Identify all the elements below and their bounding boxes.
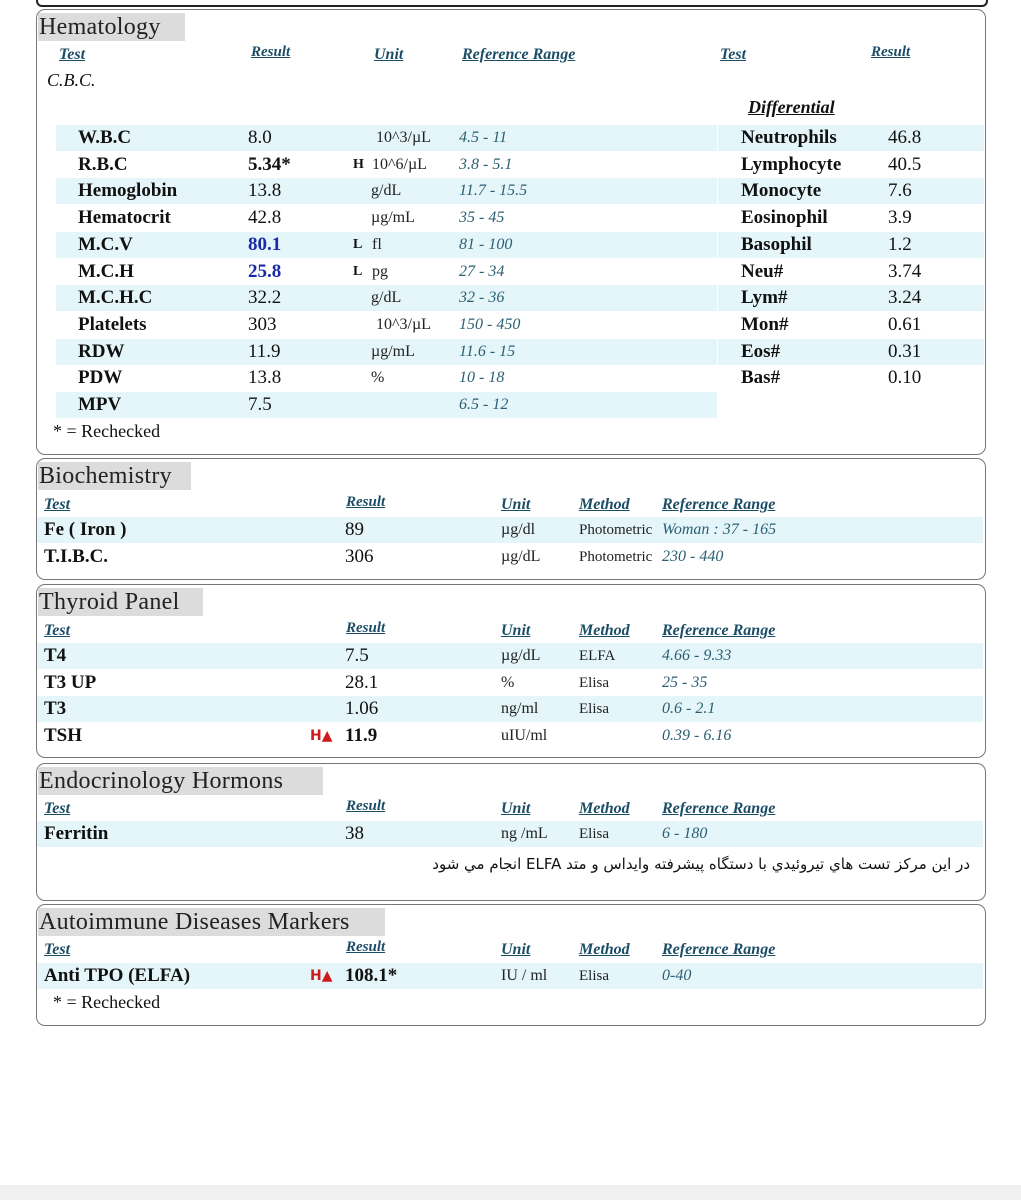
reference-range: 230 - 440 xyxy=(662,547,724,565)
table-row xyxy=(56,205,717,231)
reference-range: 150 - 450 xyxy=(459,315,521,333)
endocrinology-panel xyxy=(36,763,986,901)
reference-range: 11.6 - 15 xyxy=(459,342,516,360)
test-unit: 10^3/µL xyxy=(376,315,431,333)
cbc-group-label: C.B.C. xyxy=(47,70,96,90)
header-test: Test xyxy=(44,496,71,513)
rechecked-note: * = Rechecked xyxy=(53,992,161,1012)
section-title: Hematology xyxy=(38,13,185,41)
header-unit: Unit xyxy=(501,622,531,639)
table-row xyxy=(56,285,717,311)
thyroid-panel xyxy=(36,584,986,758)
reference-range: 10 - 18 xyxy=(459,369,505,387)
test-method: Photometric xyxy=(579,548,653,565)
test-result: 80.1 xyxy=(248,233,282,255)
autoimmune-panel xyxy=(36,904,986,1026)
table-row xyxy=(718,178,984,204)
test-unit: % xyxy=(501,673,515,691)
test-unit: g/dL xyxy=(371,182,402,200)
test-unit: 10^3/µL xyxy=(376,129,431,146)
table-row xyxy=(718,365,984,391)
thyroid-method-note: در اين مركز تست هاي تيروئيدي با دستگاه پيشرفته وايداس و متد ELFA انجام مي شود xyxy=(432,855,970,873)
test-name: Hematocrit xyxy=(78,207,171,229)
reference-range: 0-40 xyxy=(662,967,692,984)
header-unit: Unit xyxy=(501,800,531,817)
test-unit: 10^6/µL xyxy=(372,155,427,173)
test-unit: µg/mL xyxy=(371,209,415,227)
header-result: Result xyxy=(251,44,291,60)
test-name: R.B.C xyxy=(78,153,128,175)
table-row xyxy=(718,232,984,258)
test-unit: ng/ml xyxy=(501,700,539,717)
table-row xyxy=(718,152,984,178)
test-result: 38 xyxy=(345,823,364,844)
page-bottom-band xyxy=(0,1185,1021,1200)
header-method: Method xyxy=(579,496,630,513)
reference-range: 0.39 - 6.16 xyxy=(662,726,732,744)
header-unit: Unit xyxy=(501,496,531,513)
test-name: M.C.V xyxy=(78,233,133,255)
reference-range: 4.66 - 9.33 xyxy=(662,647,732,664)
test-unit: ng /mL xyxy=(501,825,548,842)
header-reference-range: Reference Range xyxy=(662,941,776,958)
hematology-panel xyxy=(36,9,986,455)
test-name: T.I.B.C. xyxy=(44,545,109,567)
section-title: Autoimmune Diseases Markers xyxy=(38,908,385,936)
result-flag: H▲ xyxy=(310,727,333,744)
reference-range: 0.6 - 2.1 xyxy=(662,700,716,717)
test-result: 25.8 xyxy=(248,260,282,282)
test-name: Hemoglobin xyxy=(78,180,178,202)
table-row xyxy=(56,259,717,285)
table-row xyxy=(37,963,983,989)
differential-test: Lym# xyxy=(741,287,788,309)
test-name: TSH xyxy=(44,724,83,746)
differential-test: Lymphocyte xyxy=(741,153,842,175)
test-name: W.B.C xyxy=(78,127,132,148)
test-result: 32.2 xyxy=(248,287,282,309)
rechecked-note: * = Rechecked xyxy=(53,421,161,441)
test-result: 28.1 xyxy=(345,671,379,693)
header-test: Test xyxy=(44,800,71,817)
differential-result: 3.74 xyxy=(888,260,922,282)
differential-test: Eosinophil xyxy=(741,207,828,229)
table-row xyxy=(37,517,983,543)
test-result: 303 xyxy=(248,313,277,335)
reference-range: 6 - 180 xyxy=(662,825,708,842)
reference-range: 27 - 34 xyxy=(459,262,505,280)
test-name: Ferritin xyxy=(44,823,109,844)
test-result: 13.8 xyxy=(248,367,282,389)
reference-range: Woman : 37 - 165 xyxy=(662,521,777,538)
header-unit: Unit xyxy=(374,46,404,63)
differential-result: 3.9 xyxy=(888,207,912,229)
table-row xyxy=(37,821,983,847)
test-result: 89 xyxy=(345,519,364,540)
table-row xyxy=(37,643,983,669)
differential-test: Neutrophils xyxy=(741,127,837,148)
test-result: 11.9 xyxy=(248,340,281,362)
differential-test: Neu# xyxy=(741,260,784,282)
test-name: Anti TPO (ELFA) xyxy=(44,965,191,986)
test-unit: uIU/ml xyxy=(501,726,548,744)
test-unit: µg/mL xyxy=(371,342,415,360)
test-name: M.C.H xyxy=(78,260,134,282)
table-row xyxy=(56,152,717,178)
reference-range: 35 - 45 xyxy=(459,209,505,227)
header-result: Result xyxy=(346,620,386,636)
table-row xyxy=(37,723,983,749)
test-name: M.C.H.C xyxy=(78,287,153,309)
header-reference-range: Reference Range xyxy=(662,622,776,639)
reference-range: 4.5 - 11 xyxy=(459,129,508,146)
test-method: Elisa xyxy=(579,674,609,691)
differential-label: Differential xyxy=(748,97,835,117)
table-row xyxy=(37,696,983,722)
section-title: Thyroid Panel xyxy=(38,588,203,616)
table-row xyxy=(718,285,984,311)
test-result: 306 xyxy=(345,545,374,567)
differential-test: Bas# xyxy=(741,367,781,389)
differential-result: 0.61 xyxy=(888,313,922,335)
header-test-differential: Test xyxy=(720,46,747,63)
test-name: T3 UP xyxy=(44,671,97,693)
test-result: 108.1* xyxy=(345,965,398,986)
test-name: RDW xyxy=(78,340,125,362)
test-unit: µg/dl xyxy=(501,521,536,538)
test-method: Elisa xyxy=(579,968,609,984)
test-result: 7.5 xyxy=(345,645,369,666)
table-row xyxy=(56,178,717,204)
result-flag: L xyxy=(353,263,363,279)
reference-range: 3.8 - 5.1 xyxy=(459,155,513,173)
differential-test: Monocyte xyxy=(741,180,822,202)
table-row xyxy=(718,125,984,151)
test-method: ELFA xyxy=(579,648,616,664)
test-unit: % xyxy=(371,369,385,387)
header-result-differential: Result xyxy=(871,44,911,60)
table-row xyxy=(718,339,984,365)
test-name: PDW xyxy=(78,367,123,389)
test-result: 1.06 xyxy=(345,698,379,719)
header-reference-range: Reference Range xyxy=(662,800,776,817)
section-title: Endocrinology Hormons xyxy=(38,767,323,795)
section-title: Biochemistry xyxy=(38,462,191,490)
table-row xyxy=(56,365,717,391)
result-flag: H xyxy=(353,156,364,172)
differential-result: 40.5 xyxy=(888,153,922,175)
test-result: 7.5 xyxy=(248,394,272,415)
test-name: T3 xyxy=(44,698,67,719)
table-row xyxy=(56,125,717,151)
table-row xyxy=(37,670,983,696)
header-method: Method xyxy=(579,941,630,958)
table-row xyxy=(718,259,984,285)
header-reference-range: Reference Range xyxy=(662,496,776,513)
table-row xyxy=(56,339,717,365)
differential-result: 0.10 xyxy=(888,367,922,389)
header-test: Test xyxy=(59,46,86,63)
biochemistry-panel xyxy=(36,458,986,580)
table-row xyxy=(718,312,984,338)
header-test: Test xyxy=(44,622,71,639)
differential-result: 46.8 xyxy=(888,127,922,148)
reference-range: 25 - 35 xyxy=(662,673,708,691)
differential-test: Eos# xyxy=(741,340,781,362)
test-method: Elisa xyxy=(579,701,609,717)
differential-result: 3.24 xyxy=(888,287,922,309)
test-result: 11.9 xyxy=(345,724,378,746)
reference-range: 11.7 - 15.5 xyxy=(459,182,528,200)
header-test: Test xyxy=(44,941,71,958)
differential-test: Mon# xyxy=(741,313,789,335)
header-result: Result xyxy=(346,939,386,955)
test-name: MPV xyxy=(78,394,122,415)
test-result: 5.34* xyxy=(248,153,291,175)
test-method: Photometric xyxy=(579,522,653,538)
result-flag: L xyxy=(353,236,363,252)
header-method: Method xyxy=(579,800,630,817)
differential-result: 1.2 xyxy=(888,233,912,255)
test-unit: µg/dL xyxy=(501,647,541,664)
test-unit: µg/dL xyxy=(501,547,541,565)
differential-result: 0.31 xyxy=(888,340,922,362)
differential-test: Basophil xyxy=(741,233,812,255)
table-row xyxy=(718,205,984,231)
header-unit: Unit xyxy=(501,941,531,958)
test-unit: fl xyxy=(372,235,382,253)
page-top-border xyxy=(36,0,988,7)
table-row xyxy=(56,312,717,338)
header-reference-range: Reference Range xyxy=(462,46,576,63)
reference-range: 32 - 36 xyxy=(459,289,505,307)
test-result: 13.8 xyxy=(248,180,282,202)
test-name: T4 xyxy=(44,645,67,666)
test-unit: IU / ml xyxy=(501,967,548,984)
result-flag: H▲ xyxy=(310,968,333,984)
test-name: Fe ( Iron ) xyxy=(44,519,127,540)
differential-result: 7.6 xyxy=(888,180,912,202)
table-row xyxy=(56,392,717,418)
test-name: Platelets xyxy=(78,313,147,335)
test-method: Elisa xyxy=(579,826,609,842)
test-unit: pg xyxy=(372,262,388,280)
header-result: Result xyxy=(346,798,386,814)
reference-range: 81 - 100 xyxy=(459,235,513,253)
test-result: 42.8 xyxy=(248,207,282,229)
test-result: 8.0 xyxy=(248,127,272,148)
reference-range: 6.5 - 12 xyxy=(459,396,509,413)
header-result: Result xyxy=(346,494,386,510)
table-row xyxy=(56,232,717,258)
test-unit: g/dL xyxy=(371,289,402,307)
table-row xyxy=(37,544,983,570)
header-method: Method xyxy=(579,622,630,639)
